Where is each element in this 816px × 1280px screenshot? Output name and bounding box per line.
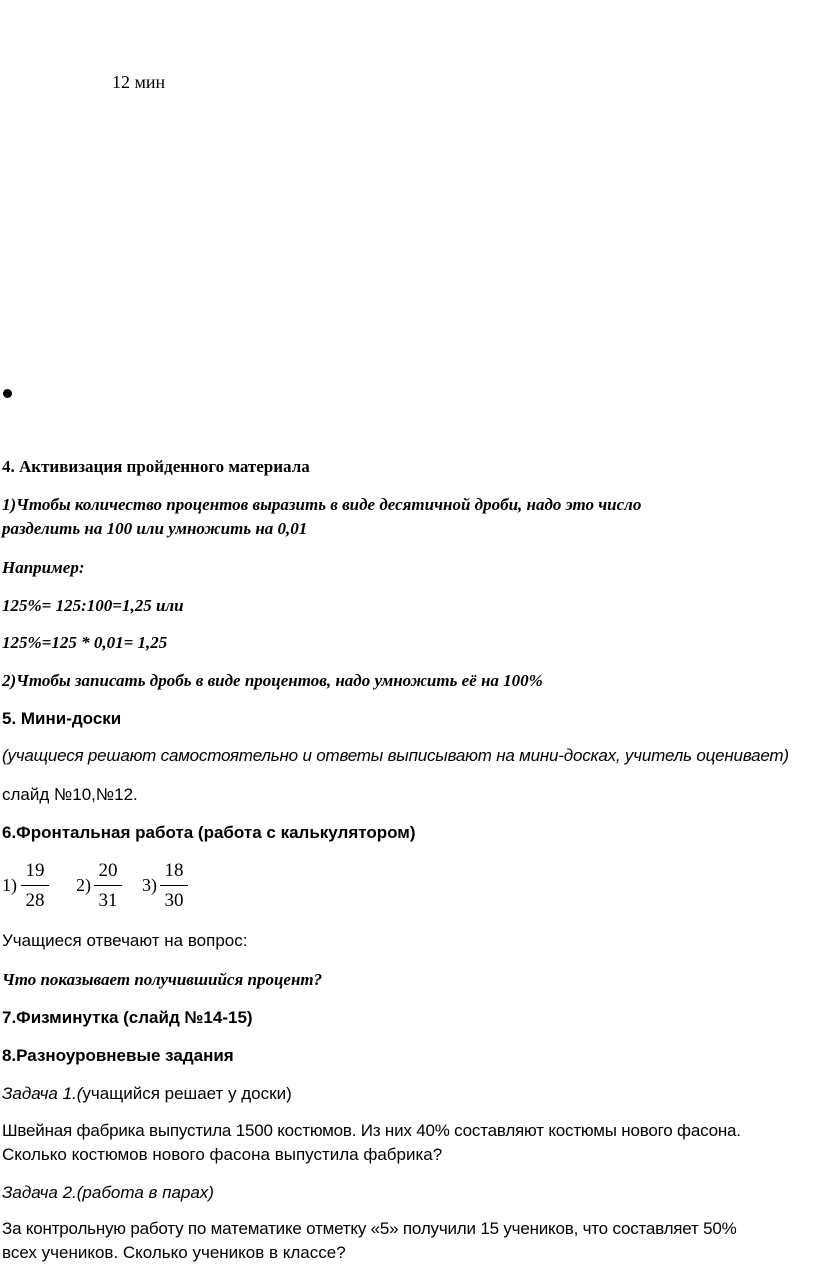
fraction-3 (160, 860, 188, 912)
section-5-note: (учащиеся решают самостоятельно и ответы выписывают на мини-досках, учитель оценивает) (2, 746, 789, 765)
example-label: Например: (2, 558, 85, 577)
question: Что показывает получившийся процент? (2, 970, 323, 989)
fraction-1-numerator: 19 (25, 860, 45, 881)
rule-1-line-1: 1)Чтобы количество процентов выразить в виде десятичной дроби, надо это число (2, 495, 642, 514)
example-line-1: 125%= 125:100=1,25 или (2, 596, 184, 615)
task-2-line-2: всех учеников. Сколько учеников в классе? (2, 1243, 346, 1262)
rule-2: 2)Чтобы записать дробь в виде процентов, надо умножить её на 100% (2, 671, 543, 690)
fraction-1-label: 1) (2, 875, 17, 895)
fraction-2-bar (94, 885, 122, 886)
task-1-line-2: Сколько костюмов нового фасона выпустила фабрика? (2, 1145, 443, 1164)
bullet-point (3, 389, 12, 398)
section-6-heading: 6.Фронтальная работа (работа с калькулятором) (2, 823, 416, 842)
section-5-slide-ref: слайд №10,№12. (2, 785, 138, 804)
fraction-2-denominator: 31 (98, 890, 118, 911)
task-2-line-1: За контрольную работу по математике отметку «5» получили 15 учеников, что составляет 50% (2, 1219, 737, 1238)
fraction-3-label: 3) (142, 875, 157, 895)
fraction-1 (21, 860, 49, 912)
fraction-2 (94, 860, 122, 912)
section-5-heading: 5. Мини-доски (2, 709, 122, 728)
fraction-3-bar (160, 885, 188, 886)
rule-1-line-2: разделить на 100 или умножить на 0,01 (2, 519, 308, 538)
example-line-2: 125%=125 * 0,01= 1,25 (2, 633, 168, 652)
section-8-heading: 8.Разноуровневые задания (2, 1046, 234, 1065)
time-note: 12 мин (112, 72, 166, 92)
fraction-3-numerator: 18 (164, 860, 184, 881)
fraction-1-bar (21, 885, 49, 886)
fraction-2-numerator: 20 (98, 860, 118, 881)
task-1-heading (2, 1084, 292, 1104)
section-7-heading: 7.Физминутка (слайд №14-15) (2, 1008, 253, 1027)
section-4-heading: 4. Активизация пройденного материала (2, 457, 310, 476)
task-1-note: учащийся решает у доски) (82, 1084, 292, 1103)
task-1-label: Задача 1.( (2, 1084, 83, 1103)
answer-prompt: Учащиеся отвечают на вопрос: (2, 931, 248, 950)
fraction-1-denominator: 28 (25, 890, 45, 911)
fraction-2-label: 2) (76, 875, 91, 895)
task-2-heading: Задача 2.(работа в парах) (2, 1183, 214, 1202)
task-1-line-1: Швейная фабрика выпустила 1500 костюмов. Из них 40% составляют костюмы нового фасона. (2, 1121, 741, 1140)
fraction-3-denominator: 30 (164, 890, 184, 911)
